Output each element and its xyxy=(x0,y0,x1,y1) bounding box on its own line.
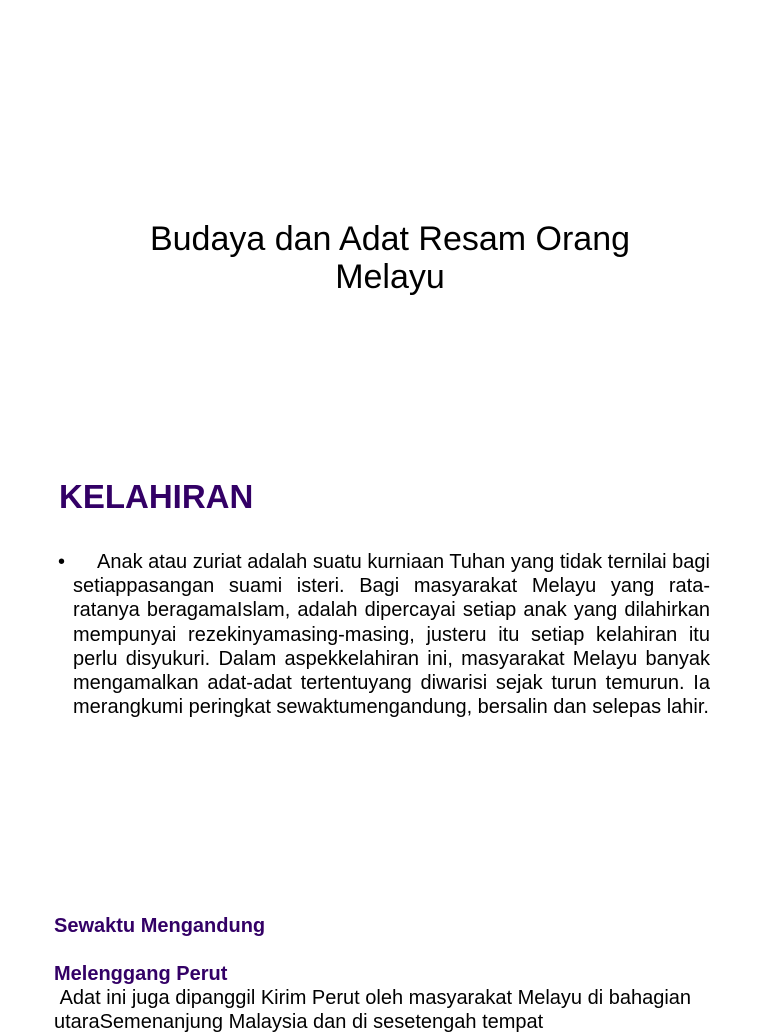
bullet-icon: • xyxy=(58,551,66,573)
section-heading-kelahiran: KELAHIRAN xyxy=(59,478,254,515)
subheading-melenggang-perut: Melenggang Perut xyxy=(54,963,228,985)
bullet-text: Anak atau zuriat adalah suatu kurniaan Tuhan yang tidak ternilai bagi setiappasangan suami isteri. Bagi masyarakat Melayu yang rata-ratanya beragamaIslam, adalah dipercayai setiap anak yang dilahirkan mempunyai rezekinyamasing-masing, justeru itu setiap kelahiran itu perlu disyukuri. Dalam aspekkelahiran ini, masyarakat Melayu banyak mengamalkan adat-adat tertentuyang diwarisi sejak turun temurun. Ia merangkumi peringkat sewaktumengandung, bersalin dan selepas lahir. xyxy=(73,551,710,719)
bullet-paragraph xyxy=(58,550,710,719)
slide-title: Budaya dan Adat Resam Orang Melayu xyxy=(149,220,631,296)
subheading-sewaktu-mengandung: Sewaktu Mengandung xyxy=(54,915,266,937)
melenggang-perut-paragraph: Adat ini juga dipanggil Kirim Perut oleh masyarakat Melayu di bahagian utaraSemenanjung Malaysia dan di sesetengah tempat xyxy=(54,987,697,1033)
